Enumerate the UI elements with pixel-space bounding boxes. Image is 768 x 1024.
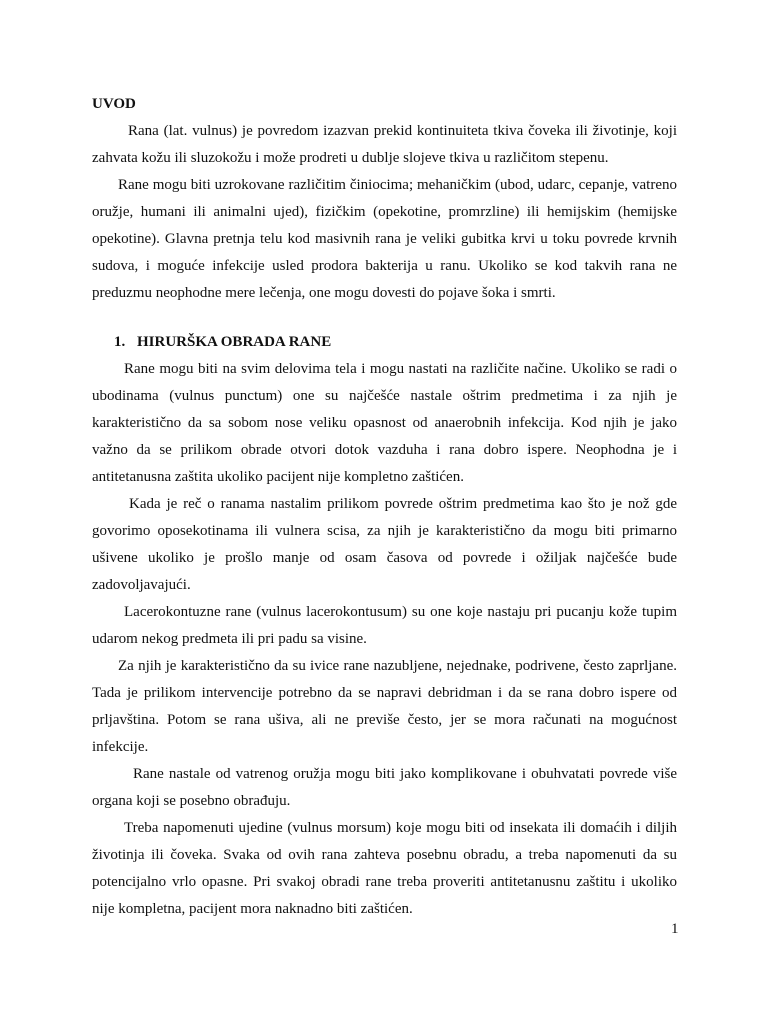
s1-p4-line-3: prljavština. Potom se rana ušiva, ali ne previše često, jer se mora računati na mogućnost [92,712,677,728]
intro-p2-line-5: preduzmu neophodne mere lečenja, one mogu dovesti do pojave šoka i smrti. [92,285,556,301]
s1-p2-line-3: ušivene ukoliko je prošlo manje od osam časova od povrede i ožiljak najčešće bude [92,550,677,566]
s1-p1-line-2: ubodinama (vulnus punctum) one su najčešće nastale oštrim predmetima i za njih je [92,388,677,404]
s1-p3-line-1: Lacerokontuzne rane (vulnus lacerokontusum) su one koje nastaju pri pucanju kože tupim [124,604,677,620]
s1-p6-line-1: Treba napomenuti ujedine (vulnus morsum) koje mogu biti od insekata ili domaćih i diljih [124,820,677,836]
s1-p5-line-2: organa koji se posebno obrađuju. [92,793,291,809]
page-number: 1 [671,921,679,937]
intro-p2-line-4: sudova, i moguće infekcije usled prodora bakterija u ranu. Ukoliko se kod takvih rana ne [92,258,677,274]
intro-p1-line-1: Rana (lat. vulnus) je povredom izazvan prekid kontinuiteta tkiva čoveka ili životinje, koji [128,123,677,139]
intro-p2-line-1: Rane mogu biti uzrokovane različitim činiocima; mehaničkim (ubod, udarc, cepanje, vatreno [118,177,677,193]
s1-p1-line-5: antitetanusna zaštita ukoliko pacijent nije kompletno zaštićen. [92,469,464,485]
s1-p6-line-4: nije kompletna, pacijent mora naknadno biti zaštićen. [92,901,413,917]
s1-p2-line-1: Kada je reč o ranama nastalim prilikom povrede oštrim predmetima kao što je nož gde [129,496,677,512]
s1-p1-line-4: važno da se prilikom obrade otvori dotok vazduha i rana dobro ispere. Neophodna je i [92,442,677,458]
section-1-title: HIRURŠKA OBRADA RANE [137,334,332,350]
s1-p4-line-1: Za njih je karakteristično da su ivice rane nazubljene, nejednake, podrivene, često zaprljane. [118,658,677,674]
s1-p4-line-4: infekcije. [92,739,149,755]
intro-p2-line-3: opekotine). Glavna pretnja telu kod masivnih rana je veliki gubitka krvi u toku povrede krvnih [92,231,677,247]
s1-p5-line-1: Rane nastale od vatrenog oružja mogu biti jako komplikovane i obuhvatati povrede više [133,766,677,782]
s1-p6-line-3: potencijalno vrlo opasne. Pri svakoj obradi rane treba proveriti antitetanusnu zaštitu i ukoliko [92,874,677,890]
s1-p2-line-2: govorimo oposekotinama ili vulnera scisa, za njih je karakteristično da mogu biti primarno [92,523,677,539]
intro-p2-line-2: oružje, humani ili animalni ujed), fizičkim (opekotine, promrzline) ili hemijskim (hemijske [92,204,677,220]
s1-p3-line-2: udarom nekog predmeta ili pri padu sa visine. [92,631,367,647]
s1-p2-line-4: zadovoljavajući. [92,577,191,593]
s1-p1-line-3: karakteristično da sa sobom nose veliku opasnost od anaerobnih infekcija. Kod njih je jako [92,415,677,431]
s1-p4-line-2: Tada je prilikom intervencije potrebno da se napravi debridman i da se rana dobro ispere od [92,685,677,701]
s1-p6-line-2: životinja ili čoveka. Svaka od ovih rana zahteva posebnu obradu, a treba napomenuti da su [92,847,677,863]
intro-p1-line-2: zahvata kožu ili sluzokožu i može prodreti u dublje slojeve tkiva u različitom stepenu. [92,150,609,166]
heading-uvod: UVOD [92,96,136,112]
section-1-number: 1. [114,334,126,350]
s1-p1-line-1: Rane mogu biti na svim delovima tela i mogu nastati na različite načine. Ukoliko se radi o [124,361,677,377]
